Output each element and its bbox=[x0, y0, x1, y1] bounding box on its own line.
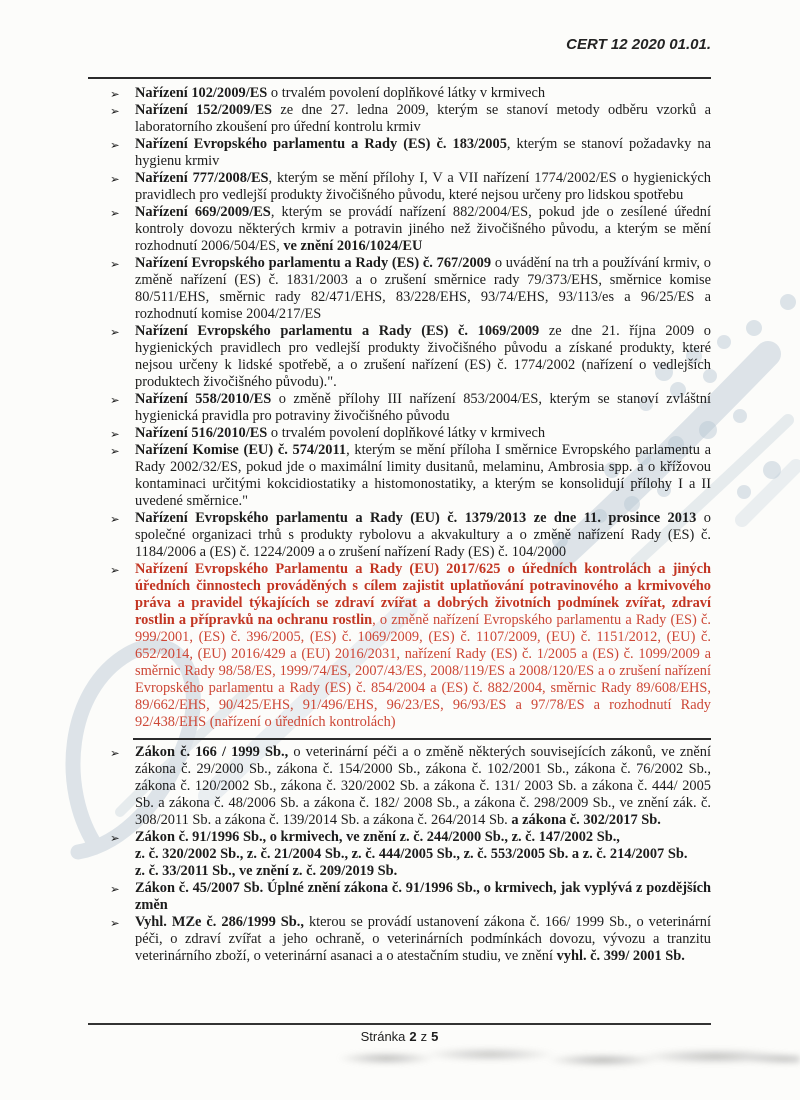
list-item bbox=[88, 102, 711, 136]
arrow-bullet-icon: ➢ bbox=[110, 831, 120, 845]
list-item-text: Nařízení Komise (EU) č. 574/2011, kterým se mění příloha I směrnice Evropského parlamentu a Rady 2002/32/ES, pokud jde o maximální limity dusitanů, melaminu, Ambrosia spp. a o křížovou kontaminaci určitými kokcidiostatiky a histomonostatiky, a kterým se konsolidují přílohy I a II uvedené směrnice." bbox=[135, 442, 712, 509]
arrow-bullet-icon: ➢ bbox=[110, 427, 120, 441]
arrow-bullet-icon: ➢ bbox=[110, 172, 120, 186]
arrow-bullet-icon: ➢ bbox=[110, 325, 120, 339]
arrow-bullet-icon: ➢ bbox=[110, 104, 120, 118]
list-item-text: Nařízení 152/2009/ES ze dne 27. ledna 2009, kterým se stanoví metody odběru vzorků a laboratorního zkoušení pro úřední kontrolu krmiv bbox=[135, 102, 711, 135]
arrow-bullet-icon: ➢ bbox=[110, 257, 120, 271]
arrow-bullet-icon: ➢ bbox=[110, 882, 120, 896]
list-item bbox=[88, 744, 711, 829]
list-item bbox=[88, 914, 711, 965]
list-item bbox=[88, 442, 711, 510]
list-item bbox=[88, 510, 711, 561]
arrow-bullet-icon: ➢ bbox=[110, 87, 120, 101]
arrow-bullet-icon: ➢ bbox=[110, 916, 120, 930]
arrow-bullet-icon: ➢ bbox=[110, 512, 120, 526]
list-item bbox=[88, 425, 711, 442]
list-item-text: Nařízení 669/2009/ES, kterým se provádí nařízení 882/2004/ES, pokud jde o zesílené úřední kontroly dovozu některých krmiv a potravin jiného než živočišného původu, a kterým se mění rozhodnutí 2006/504/ES, ve znění 2016/1024/EU bbox=[135, 204, 711, 254]
list-item-text: Nařízení 516/2010/ES o trvalém povolení doplňkové látky v krmivech bbox=[135, 425, 546, 441]
arrow-bullet-icon: ➢ bbox=[110, 746, 120, 760]
list-item-text: Zákon č. 166 / 1999 Sb., o veterinární péči a o změně některých souvisejících zákonů, ve znění zákona č. 29/2000 Sb., zákona č. 154/2000 Sb., zákona č. 102/2001 Sb., zákona č. 76/2002 Sb., zákona č. 120/2002 Sb., zákona č. 320/2002 Sb. a zákona č. 131/ 2003 Sb. a zákona č. 444/ 2005 Sb. a zákona č. 48/2006 Sb. a zákona č. 182/ 2008 Sb., a zákona č. 298/2009 Sb., ve znění zák. č. 308/2011 Sb. a zákona č. 139/2014 Sb. a zákona č. 264/2014 Sb. a zákona č. 302/2017 Sb. bbox=[135, 744, 712, 828]
list-item bbox=[88, 85, 711, 102]
arrow-bullet-icon: ➢ bbox=[110, 138, 120, 152]
list-item bbox=[88, 255, 711, 323]
document-code: CERT 12 2020 01.01. bbox=[566, 36, 711, 53]
footer-rule bbox=[88, 1023, 711, 1025]
list-item-text: Nařízení Evropského parlamentu a Rady (ES) č. 1069/2009 ze dne 21. října 2009 o hygienických pravidlech pro vedlejší produkty živočišného původu a získané produkty, které nejsou určeny k lidské spotřebě, a o zrušení nařízení (ES) č. 1774/2002 (nařízení o vedlejších produktech živočišného původu).". bbox=[135, 323, 711, 390]
list-item-text: Zákon č. 45/2007 Sb. Úplné znění zákona č. 91/1996 Sb., o krmivech, jak vyplývá z pozdějších změn bbox=[135, 880, 711, 913]
footer-total-pages: 5 bbox=[431, 1029, 439, 1044]
list-item bbox=[88, 880, 711, 914]
list-item-text: Vyhl. MZe č. 286/1999 Sb., kterou se provádí ustanovení zákona č. 166/ 1999 Sb., o veterinární péči, o zdraví zvířat a jeho ochraně, o veterinárních podmínkách dovozu, vývozu a tranzitu veterinárního zboží, o veterinární asanaci a o atestačním studiu, ve znění vyhl. č. 399/ 2001 Sb. bbox=[135, 914, 711, 964]
list-item-text: Nařízení 102/2009/ES o trvalém povolení doplňkové látky v krmivech bbox=[135, 85, 546, 101]
list-item bbox=[88, 204, 711, 255]
footer-prefix: Stránka bbox=[360, 1029, 406, 1044]
list-item-text: Nařízení Evropského parlamentu a Rady (ES) č. 183/2005, kterým se stanoví požadavky na hygienu krmiv bbox=[135, 136, 711, 169]
arrow-bullet-icon: ➢ bbox=[110, 563, 120, 577]
list-item-text: Zákon č. 91/1996 Sb., o krmivech, ve znění z. č. 244/2000 Sb., z. č. 147/2002 Sb., z. č. 320/2002 Sb., z. č. 21/2004 Sb., z. č. 444/2005 Sb., z. č. 553/2005 Sb. a z. č. 214/2007 Sb. z. č. 33/2011 Sb., ve znění z. č. 209/2019 Sb. bbox=[135, 829, 688, 879]
arrow-bullet-icon: ➢ bbox=[110, 206, 120, 220]
list-item-text: Nařízení 558/2010/ES o změně přílohy III nařízení 853/2004/ES, kterým se stanoví zvláštní hygienická pravidla pro potraviny živočišného původu bbox=[135, 391, 711, 424]
list-item bbox=[88, 391, 711, 425]
list-item-text: Nařízení Evropského parlamentu a Rady (EU) č. 1379/2013 ze dne 11. prosince 2013 o společné organizaci trhů s produkty rybolovu a akvakultury a o změně nařízení Rady (ES) č. 1184/2006 a (ES) č. 1224/2009 a o zrušení nařízení Rady (ES) č. 104/2000 bbox=[135, 510, 711, 560]
document-body bbox=[88, 85, 711, 965]
header-rule bbox=[88, 77, 711, 79]
laws-list bbox=[88, 744, 711, 965]
list-item-text: Nařízení 777/2008/ES, kterým se mění přílohy I, V a VII nařízení 1774/2002/ES o hygienických pravidlech pro vedlejší produkty živočišného původu, které nejsou určeny pro lidskou spotřebu bbox=[135, 170, 711, 203]
list-item bbox=[88, 136, 711, 170]
scan-noise-band bbox=[330, 1044, 800, 1070]
list-item bbox=[88, 561, 711, 731]
arrow-bullet-icon: ➢ bbox=[110, 444, 120, 458]
page-number-label bbox=[88, 1029, 711, 1044]
regulations-list bbox=[88, 85, 711, 731]
list-item bbox=[88, 323, 711, 391]
list-item bbox=[88, 170, 711, 204]
footer-page-number: 2 bbox=[409, 1029, 417, 1044]
section-divider bbox=[133, 738, 711, 740]
list-item-text: Nařízení Evropského parlamentu a Rady (ES) č. 767/2009 o uvádění na trh a používání krmiv, o změně nařízení (ES) č. 1831/2003 a o zrušení směrnice rady 79/373/EHS, směrnice komise 80/511/EHS, směrnic rady 82/471/EHS, 83/228/EHS, 93/74/EHS, 93/113/es a 96/25/ES a rozhodnutí komise 2004/217/ES bbox=[135, 255, 711, 322]
list-item bbox=[88, 829, 711, 880]
arrow-bullet-icon: ➢ bbox=[110, 393, 120, 407]
list-item-text: Nařízení Evropského Parlamentu a Rady (EU) 2017/625 o úředních kontrolách a jiných úředních činnostech prováděných s cílem zajistit uplatňování potravinového a krmivového práva a pravidel týkajících se zdraví zvířat a dobrých životních podmínek zvířat, zdraví rostlin a přípravků na ochranu rostlin, o změně nařízení Evropského parlamentu a Rady (ES) č. 999/2001, (ES) č. 396/2005, (ES) č. 1069/2009, (ES) č. 1107/2009, (EU) č. 1151/2012, (EU) č. 652/2014, (EU) 2016/429 a (EU) 2016/2031, nařízení Rady (ES) č. 1/2005 a (ES) č. 1099/2009 a směrnic Rady 98/58/ES, 1999/74/ES, 2007/43/ES, 2008/119/ES a 2008/120/ES a o zrušení nařízení Evropského parlamentu a Rady (ES) č. 854/2004 a (ES) č. 882/2004, směrnic Rady 89/608/EHS, 89/662/EHS, 90/425/EHS, 91/496/EHS, 96/23/ES, 96/93/ES a 97/78/ES a rozhodnutí Rady 92/438/EHS (nařízení o úředních kontrolách) bbox=[135, 561, 711, 730]
footer-separator: z bbox=[420, 1029, 428, 1044]
